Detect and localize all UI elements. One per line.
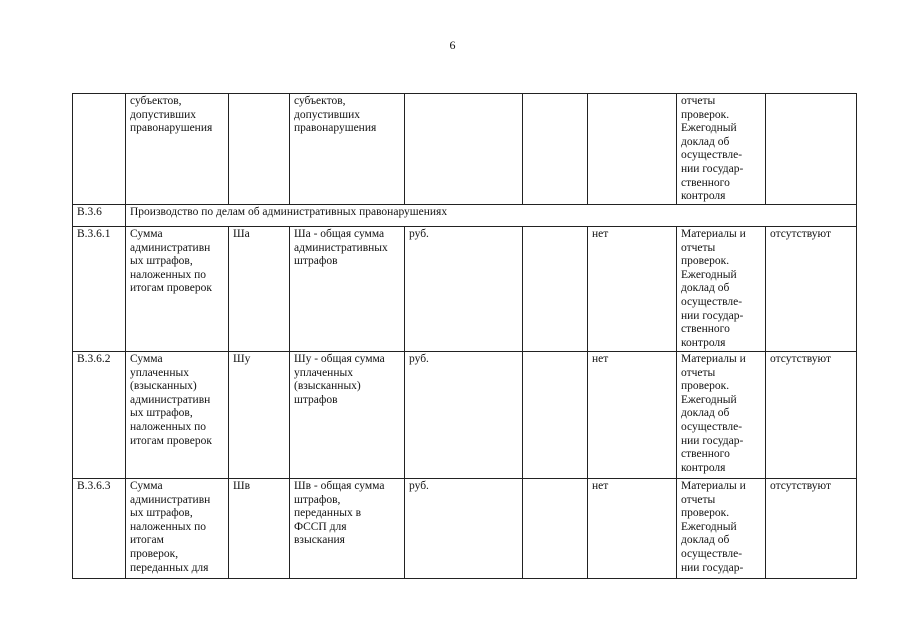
cell-name: Сумма административн ых штрафов, наложенных по итогам проверок, переданных для — [126, 479, 229, 579]
table-row — [73, 227, 857, 352]
cell-col7: нет — [588, 352, 677, 479]
cell-col6 — [523, 94, 588, 205]
cell-symbol — [229, 94, 290, 205]
section-header-row — [73, 205, 857, 227]
cell-note: отсутствуют — [766, 479, 857, 579]
cell-symbol: Шу — [229, 352, 290, 479]
cell-definition: Шу - общая сумма уплаченных (взысканных) штрафов — [290, 352, 405, 479]
cell-name: субъектов, допустивших правонарушения — [126, 94, 229, 205]
cell-symbol: Ша — [229, 227, 290, 352]
cell-source: Материалы и отчеты проверок. Ежегодный доклад об осуществле- нии государ- ственного контроля — [677, 352, 766, 479]
section-title: Производство по делам об административных правонарушениях — [126, 205, 857, 227]
cell-unit — [405, 94, 523, 205]
cell-source: Материалы и отчеты проверок. Ежегодный доклад об осуществле- нии государ- ственного контроля — [677, 227, 766, 352]
cell-source: Материалы и отчеты проверок. Ежегодный доклад об осуществле- нии государ- — [677, 479, 766, 579]
cell-name: Сумма административн ых штрафов, наложенных по итогам проверок — [126, 227, 229, 352]
cell-unit: руб. — [405, 227, 523, 352]
page-number: 6 — [449, 38, 456, 52]
cell-definition: Шв - общая сумма штрафов, переданных в ФССП для взыскания — [290, 479, 405, 579]
cell-col7: нет — [588, 227, 677, 352]
cell-note: отсутствуют — [766, 227, 857, 352]
indicator-table — [72, 93, 857, 579]
cell-definition: Ша - общая сумма административных штрафов — [290, 227, 405, 352]
cell-col6 — [523, 479, 588, 579]
table-row — [73, 479, 857, 579]
cell-code: В.3.6.2 — [73, 352, 126, 479]
section-code: В.3.6 — [73, 205, 126, 227]
cell-code — [73, 94, 126, 205]
cell-col6 — [523, 227, 588, 352]
cell-col7: нет — [588, 479, 677, 579]
cell-unit: руб. — [405, 479, 523, 579]
cell-code: В.3.6.3 — [73, 479, 126, 579]
cell-col6 — [523, 352, 588, 479]
cell-unit: руб. — [405, 352, 523, 479]
cell-code: В.3.6.1 — [73, 227, 126, 352]
continuation-row — [73, 94, 857, 205]
table-row — [73, 352, 857, 479]
cell-name: Сумма уплаченных (взысканных) административн ых штрафов, наложенных по итогам проверок — [126, 352, 229, 479]
cell-note — [766, 94, 857, 205]
cell-definition: субъектов, допустивших правонарушения — [290, 94, 405, 205]
cell-col7 — [588, 94, 677, 205]
cell-symbol: Шв — [229, 479, 290, 579]
cell-source: отчеты проверок. Ежегодный доклад об осуществле- нии государ- ственного контроля — [677, 94, 766, 205]
cell-note: отсутствуют — [766, 352, 857, 479]
